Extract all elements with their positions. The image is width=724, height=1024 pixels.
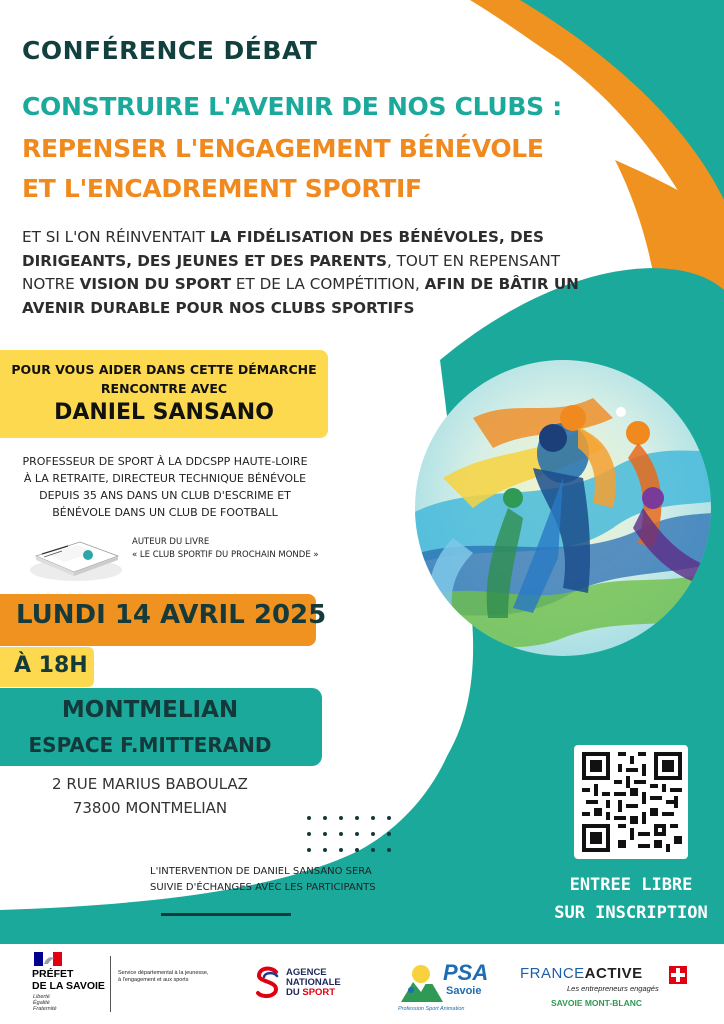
address-line-1: 2 RUE MARIUS BABOULAZ (52, 775, 248, 793)
prefet-motto (33, 994, 57, 1012)
ans-logo-text (286, 968, 341, 998)
intro-text-3: ET DE LA COMPÉTITION, (231, 275, 425, 293)
marianne-logo-icon (34, 952, 62, 966)
ans-line-2: NATIONALE (286, 977, 341, 988)
intro-bold-2: VISION DU SPORT (79, 275, 232, 293)
footer-separator (110, 956, 111, 1012)
ans-line-1: AGENCE (286, 967, 327, 978)
service-text (118, 970, 209, 984)
speaker-name: DANIEL SANSANO (54, 400, 274, 425)
speaker-intro-line-1: POUR VOUS AIDER DANS CETTE DÉMARCHE (11, 362, 317, 377)
speaker-bio-line: BÉNÉVOLE DANS UN CLUB DE FOOTBALL (52, 506, 278, 519)
divider-line (161, 913, 291, 916)
book-illustration (28, 526, 124, 582)
qr-code[interactable] (582, 752, 682, 852)
sports-illustration (413, 358, 713, 658)
prefet-line-2: DE LA SAVOIE (32, 980, 105, 992)
motto-fraternite: Fraternité (33, 1006, 57, 1012)
ans-du: DU (286, 987, 303, 998)
intro-bold-1: LA FIDÉLISATION DES BÉNÉVOLES, DES DIRIGEANTS, DES JEUNES ET DES PARENTS (22, 228, 544, 270)
venue-city: MONTMELIAN (61, 697, 239, 723)
entry-line-2: SUR INSCRIPTION (554, 903, 708, 923)
ans-logo-icon (254, 966, 282, 1000)
speaker-intro-line-2: RENCONTRE AVEC (100, 381, 228, 396)
fa-tagline: Les entrepreneurs engagés (567, 984, 659, 993)
event-date: LUNDI 14 AVRIL 2025 (16, 600, 327, 630)
speaker-bio-line: À LA RETRAITE, DIRECTEUR TECHNIQUE BÉNÉVOLE (23, 472, 307, 485)
service-line-2: à l'engagement et aux sports (118, 977, 189, 983)
motto-egalite: Égalité (33, 1000, 50, 1006)
book-author-label: AUTEUR DU LIVRE (132, 537, 210, 547)
title-line-3: ET L'ENCADREMENT SPORTIF (22, 174, 422, 203)
speaker-bio-line: DEPUIS 35 ANS DANS UN CLUB D'ESCRIME ET (39, 489, 291, 502)
ans-line-3 (286, 988, 341, 998)
prefet-logo-text (32, 968, 105, 992)
intro-text-1: ET SI L'ON RÉINVENTAIT (22, 228, 210, 246)
title-line-1: CONSTRUIRE L'AVENIR DE NOS CLUBS : (22, 92, 562, 121)
ans-sport: SPORT (302, 987, 336, 998)
venue-name: ESPACE F.MITTERAND (28, 733, 272, 757)
intro-paragraph (22, 226, 582, 320)
fa-region: SAVOIE MONT-BLANC (551, 998, 642, 1008)
book-title: « LE CLUB SPORTIF DU PROCHAIN MONDE » (132, 550, 319, 560)
conference-tag: CONFÉRENCE DÉBAT (22, 36, 318, 65)
psa-savoie: Savoie (446, 985, 482, 997)
fa-france: FRANCE (520, 965, 585, 982)
title-line-2: REPENSER L'ENGAGEMENT BÉNÉVOLE (22, 134, 544, 163)
note-line-1: L'INTERVENTION DE DANIEL SANSANO SERA (150, 866, 372, 877)
motto-liberte: Liberté (33, 994, 50, 1000)
france-active-logo (520, 965, 643, 982)
dots-decoration (304, 813, 394, 858)
prefet-line-1: PRÉFET (32, 968, 74, 980)
psa-subtitle: Profession Sport Animation (398, 1006, 465, 1012)
psa-big: PSA (443, 960, 489, 985)
savoie-cross-icon (669, 966, 687, 984)
note-line-2: SUIVIE D'ÉCHANGES AVEC LES PARTICIPANTS (150, 882, 376, 893)
entry-line-1: ENTREE LIBRE (569, 875, 693, 895)
speaker-bio-line: PROFESSEUR DE SPORT À LA DDCSPP HAUTE-LOIRE (22, 455, 308, 468)
event-time: À 18H (14, 653, 88, 678)
psa-logo-icon (399, 962, 445, 1006)
fa-active: ACTIVE (584, 965, 643, 982)
intro-bold-3: AFIN DE BÂTIR UN AVENIR DURABLE POUR NOS CLUBS SPORTIFS (22, 275, 579, 317)
address-line-2: 73800 MONTMELIAN (72, 799, 228, 817)
intro-text-2: , TOUT EN REPENSANT NOTRE (22, 251, 561, 293)
service-line-1: Service départemental à la jeunesse, (118, 970, 209, 976)
